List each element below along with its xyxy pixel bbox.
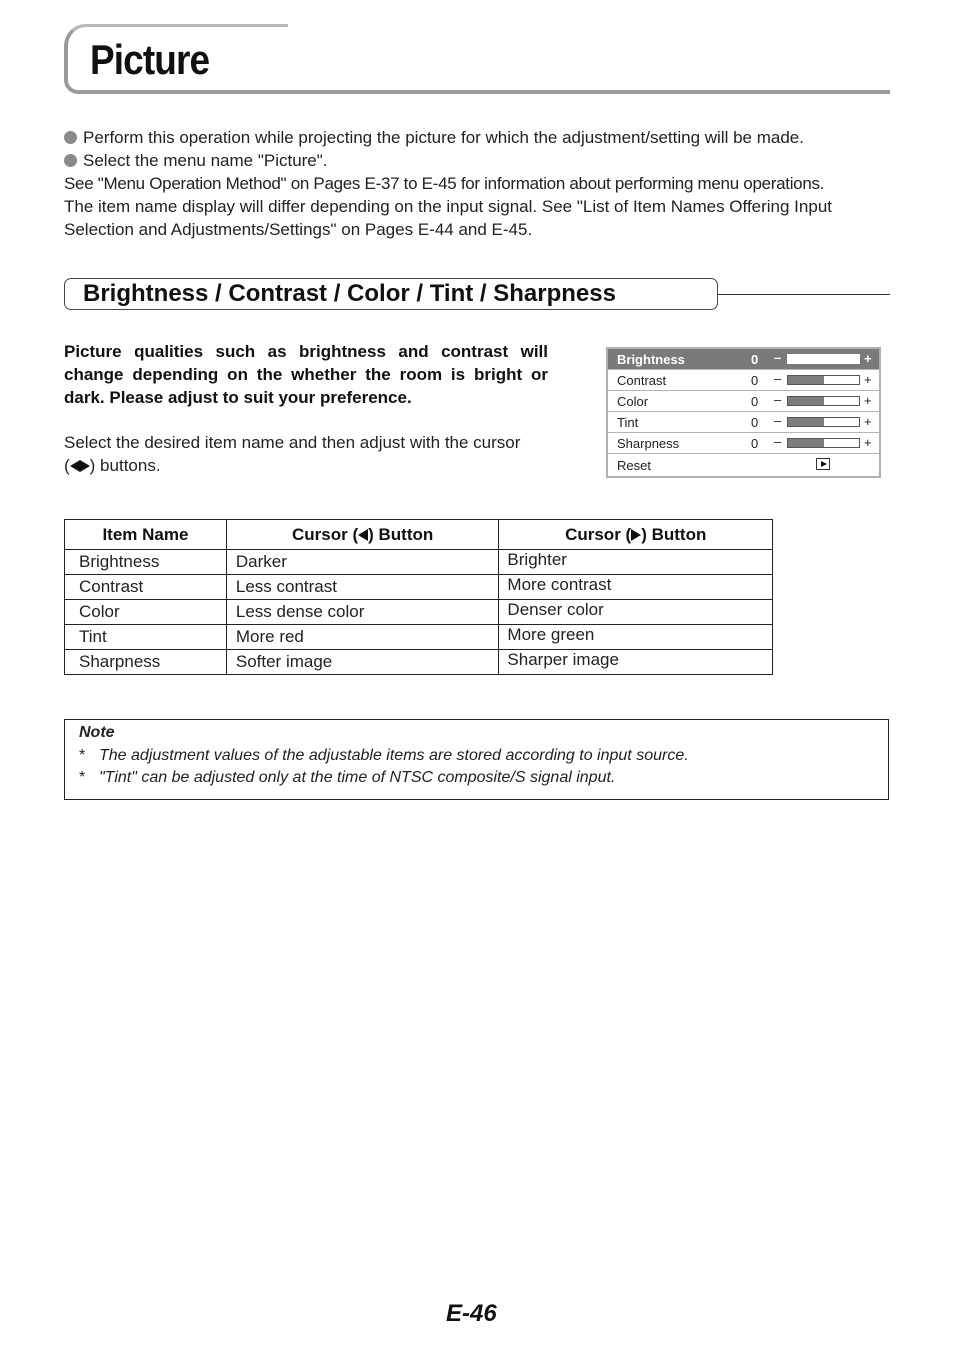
cell-left-effect: More red: [226, 625, 499, 650]
bullet-icon: [64, 131, 77, 144]
osd-value: 0: [751, 352, 759, 367]
minus-icon: –: [774, 392, 782, 407]
cell-item: Color: [65, 600, 227, 625]
cursor-right-icon: [80, 460, 90, 472]
cell-right-effect: Brighter: [499, 550, 773, 575]
page-number: E-46: [446, 1300, 497, 1327]
section-heading: [64, 278, 718, 310]
play-arrow-icon[interactable]: [816, 458, 830, 470]
table-row: [65, 600, 773, 625]
cell-item: Tint: [65, 625, 227, 650]
osd-row-brightness[interactable]: [608, 349, 879, 370]
intro-line-5: Selection and Adjustments/Settings" on Pages E-44 and E-45.: [64, 220, 533, 239]
header-cursor-left: Cursor ( ) Button: [226, 520, 499, 550]
level-fill: [788, 439, 824, 447]
osd-value: 0: [751, 394, 759, 409]
level-fill: [788, 376, 824, 384]
intro-bullet-2: Select the menu name "Picture".: [64, 149, 890, 172]
plus-icon: +: [864, 351, 872, 366]
note-item: * The adjustment values of the adjustable items are stored according to input source.: [79, 747, 689, 764]
cell-right-effect: Sharper image: [499, 650, 773, 675]
level-bar[interactable]: [787, 417, 860, 427]
level-fill: [788, 418, 824, 426]
table-header-row: [65, 520, 773, 550]
level-bar[interactable]: [787, 375, 860, 385]
cursor-right-icon: [631, 529, 641, 541]
osd-value: 0: [751, 436, 759, 451]
level-fill: [788, 355, 855, 363]
cell-left-effect: Less contrast: [226, 575, 499, 600]
header-item-name: Item Name: [65, 520, 227, 550]
note-item: * "Tint" can be adjusted only at the time of NTSC composite/S signal input.: [79, 769, 616, 786]
level-fill: [788, 397, 824, 405]
minus-icon: –: [774, 413, 782, 428]
osd-label: Color: [617, 394, 649, 409]
intro-line-3: See "Menu Operation Method" on Pages E-37 to E-45 for information about performing menu operations.: [64, 174, 825, 193]
cell-item: Brightness: [65, 550, 227, 575]
header-cursor-right: Cursor ( ) Button: [499, 520, 773, 550]
osd-label: Contrast: [617, 373, 667, 388]
osd-value: 0: [751, 373, 759, 388]
table-row: [65, 625, 773, 650]
osd-row-sharpness[interactable]: [608, 433, 879, 454]
section-heading-text: Brightness / Contrast / Color / Tint / Sharpness: [83, 280, 616, 307]
intro-text: [64, 126, 890, 241]
cell-right-effect: More contrast: [499, 575, 773, 600]
osd-menu: [606, 347, 881, 478]
minus-icon: –: [774, 371, 782, 386]
table-row: [65, 575, 773, 600]
osd-value: 0: [751, 415, 759, 430]
page-title: Picture: [90, 36, 210, 83]
osd-row-reset[interactable]: [608, 455, 879, 476]
cell-right-effect: More green: [499, 625, 773, 650]
cell-left-effect: Darker: [226, 550, 499, 575]
note-box: [64, 719, 889, 800]
osd-row-tint[interactable]: [608, 412, 879, 433]
osd-label: Sharpness: [617, 436, 680, 451]
cell-left-effect: Softer image: [226, 650, 499, 675]
table-row: [65, 650, 773, 675]
plus-icon: +: [864, 372, 872, 387]
osd-label: Reset: [617, 458, 651, 473]
osd-label: Tint: [617, 415, 639, 430]
osd-row-color[interactable]: [608, 391, 879, 412]
instruction-paragraph: Select the desired item name and then adjust with the cursor ( ) buttons.: [64, 433, 521, 475]
minus-icon: –: [774, 350, 782, 365]
cell-left-effect: Less dense color: [226, 600, 499, 625]
cell-item: Contrast: [65, 575, 227, 600]
level-bar[interactable]: [787, 396, 860, 406]
cursor-left-icon: [70, 460, 80, 472]
bullet-icon: [64, 154, 77, 167]
plus-icon: +: [864, 414, 872, 429]
section-rule: [718, 294, 890, 295]
note-title: Note: [79, 724, 115, 741]
cell-item: Sharpness: [65, 650, 227, 675]
osd-row-contrast[interactable]: [608, 370, 879, 391]
lead-paragraph: Picture qualities such as brightness and contrast will change depending on the whether the room is bright or dark. Please adjust to suit your preference.: [64, 342, 548, 407]
cell-right-effect: Denser color: [499, 600, 773, 625]
adjustment-table: [64, 519, 773, 675]
cursor-left-icon: [358, 529, 368, 541]
minus-icon: –: [774, 434, 782, 449]
intro-line-4: The item name display will differ depending on the input signal. See "List of Item Names Offering Input: [64, 197, 832, 216]
level-bar[interactable]: [787, 354, 860, 364]
intro-bullet-1: Perform this operation while projecting the picture for which the adjustment/setting will be made.: [64, 126, 890, 149]
plus-icon: +: [864, 393, 872, 408]
level-bar[interactable]: [787, 438, 860, 448]
plus-icon: +: [864, 435, 872, 450]
table-row: [65, 550, 773, 575]
osd-label: Brightness: [617, 352, 685, 367]
